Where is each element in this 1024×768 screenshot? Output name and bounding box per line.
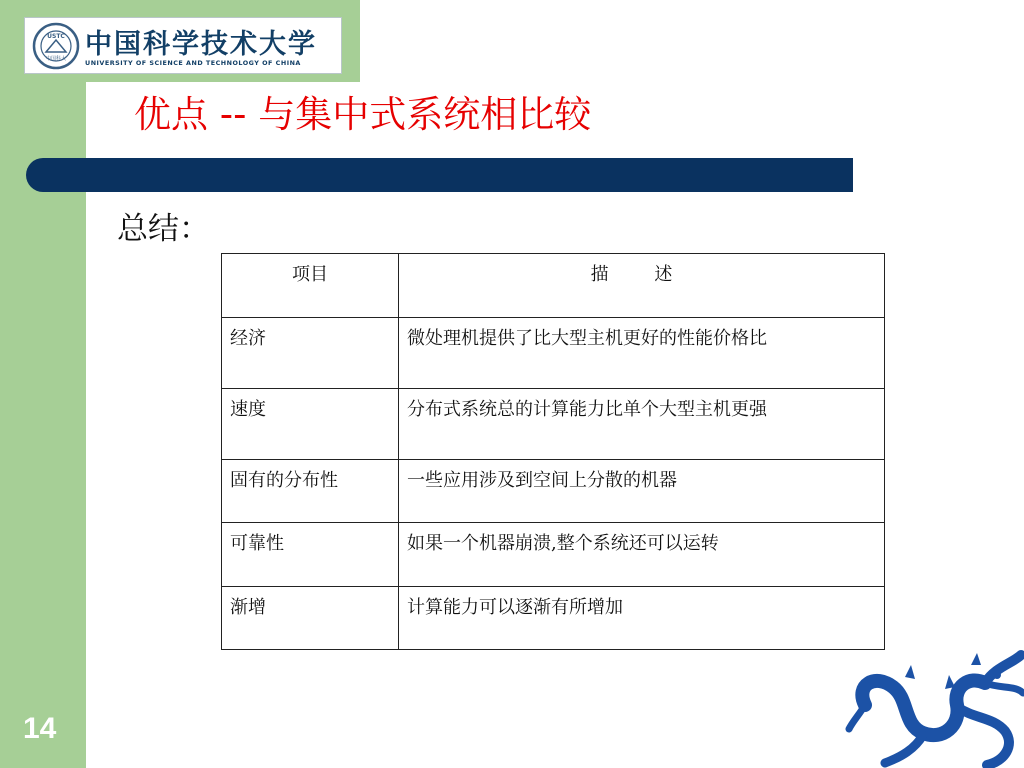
table-row — [222, 318, 885, 389]
table-header-row — [222, 254, 885, 318]
header-item: 项目 — [222, 254, 399, 318]
page-number: 14 — [23, 712, 57, 745]
table-row — [222, 587, 885, 650]
row-description: 计算能力可以逐渐有所增加 — [399, 587, 885, 650]
row-description: 分布式系统总的计算能力比单个大型主机更强 — [399, 389, 885, 460]
table-row — [222, 523, 885, 587]
left-green-band — [0, 0, 86, 768]
table-row — [222, 460, 885, 523]
table-row — [222, 389, 885, 460]
header-description: 描 述 — [399, 254, 885, 318]
dragon-emblem-icon — [845, 645, 1024, 768]
row-description: 一些应用涉及到空间上分散的机器 — [399, 460, 885, 523]
row-item: 可靠性 — [222, 523, 399, 587]
row-item: 固有的分布性 — [222, 460, 399, 523]
row-item: 速度 — [222, 389, 399, 460]
logo-chinese-name: 中国科学技术大学 — [85, 29, 317, 60]
row-description: 如果一个机器崩溃,整个系统还可以运转 — [399, 523, 885, 587]
row-item: 经济 — [222, 318, 399, 389]
seal-top-text: USTC — [47, 33, 65, 40]
slide-title: 优点 -- 与集中式系统相比较 — [134, 93, 592, 136]
summary-label: 总结： — [117, 211, 210, 247]
row-item: 渐增 — [222, 587, 399, 650]
row-description: 微处理机提供了比大型主机更好的性能价格比 — [399, 318, 885, 389]
seal-mid-text: 中国科大 — [45, 56, 67, 62]
university-logo — [24, 17, 342, 74]
comparison-table — [221, 253, 885, 650]
university-seal-icon — [32, 22, 80, 70]
title-underline-bar — [26, 158, 853, 192]
logo-english-name: UNIVERSITY OF SCIENCE AND TECHNOLOGY OF CHINA — [85, 59, 301, 67]
